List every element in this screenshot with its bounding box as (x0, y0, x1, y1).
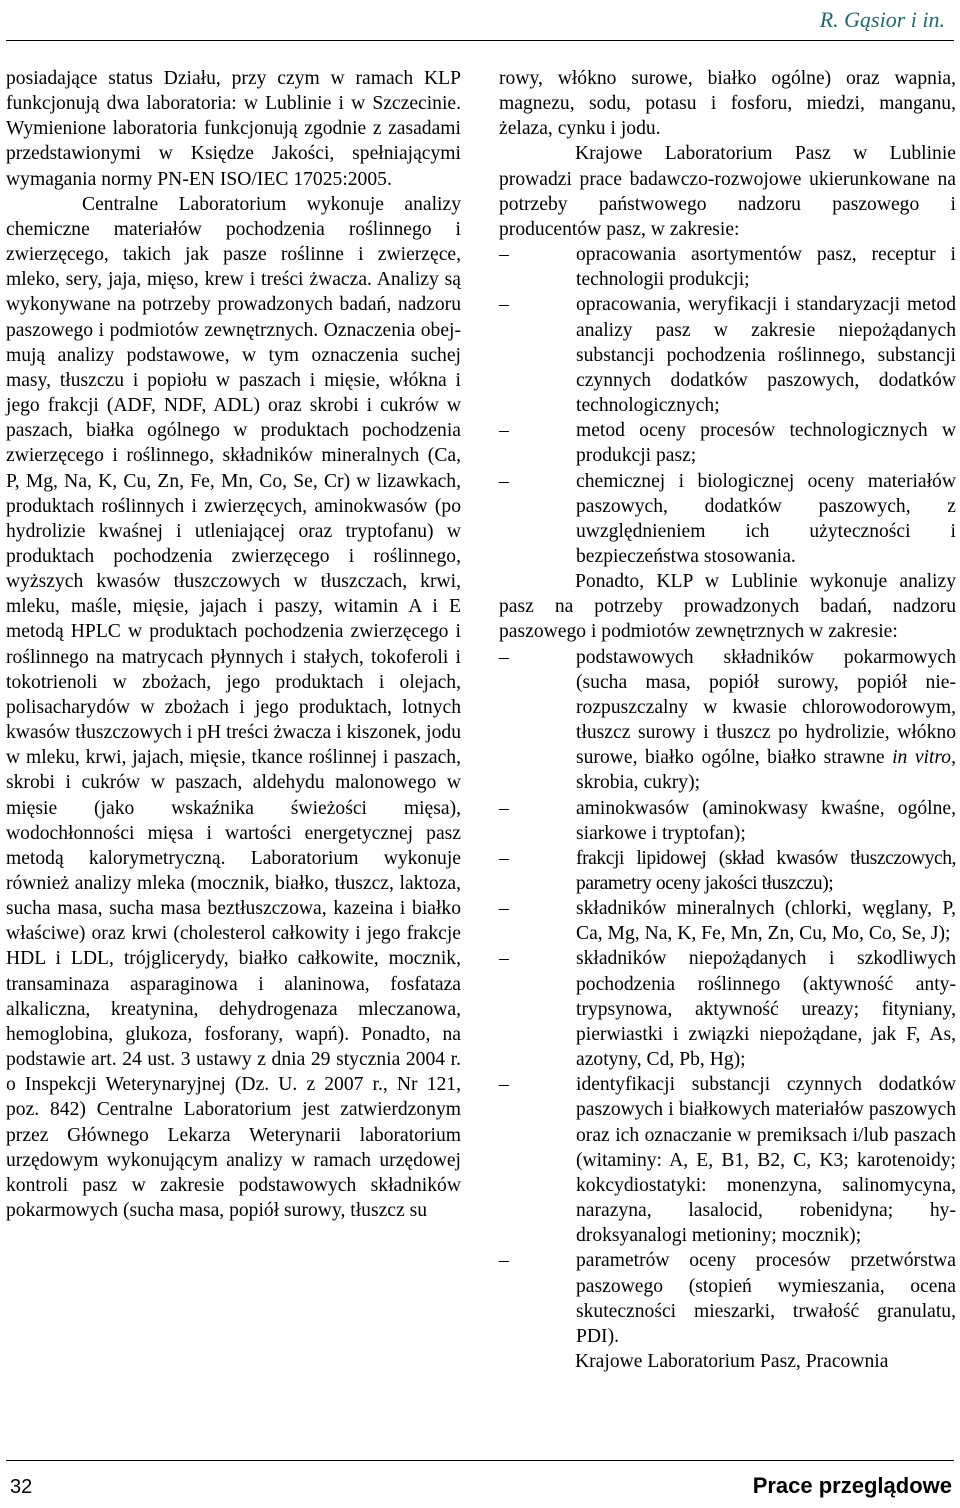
running-header (0, 0, 960, 44)
section-label: Prace przeglądowe (752, 1473, 952, 1498)
list-item: – frakcji lipidowej (skład kwasów tłuszczowych, parametry oceny jakości tłuszczu); (499, 846, 956, 896)
page-number: 32 (10, 1476, 33, 1498)
footer-rule (6, 1460, 954, 1461)
header-rule (6, 40, 954, 41)
list-item-text: podstawowych składników pokarmowych (sucha masa, popiół surowy, popiół nierozpuszczalny w kwasie chlorowodorowym, tłuszcz surowy i tłuszcz po hydrolizie, włókno surowe, białko ogólne, białko strawne (576, 646, 956, 769)
list-item: – składników mineralnych (chlorki, węglany, P, Ca, Mg, Na, K, Fe, Mn, Zn, Cu, Mo, Co, Se, J); (499, 896, 956, 946)
right-paragraph-3: Ponadto, KLP w Lublinie wykonuje analizy pasz na potrzeby prowadzonych badań, nadzoru paszowego i podmiotów zewnętrznych w zakresie: (499, 571, 956, 643)
list-item-text: , skrobia, cukry); (576, 747, 956, 794)
research-scope-list (499, 242, 956, 569)
list-item: – składników niepożądanych i szkodliwych pochodzenia roślinnego (aktywność antytrypsynowa, aktywność ureazy; fityniany, pierwiastki i związki niepożądane, jak F, As, azotyny, Cd, Pb, Hg); (499, 946, 956, 1072)
list-item: – opracowania asortymentów pasz, receptur i technologii produkcji; (499, 242, 956, 292)
right-paragraph-2: Krajowe Laboratorium Pasz w Lublinie prowadzi prace badawczo-rozwojowe ukierunkowane na potrzeby państwowego nadzoru paszowego i producentów pasz, w zakresie: (499, 143, 956, 240)
list-item-italic-text: in vitro (892, 747, 952, 769)
analysis-scope-list (499, 645, 956, 1349)
right-paragraph-4: Krajowe Laboratorium Pasz, Pracownia (575, 1350, 889, 1372)
header-author: R. Gąsior i in. (819, 7, 945, 32)
left-paragraph-2: Centralne Laboratorium wykonuje analizy chemiczne materiałów pochodzenia roślinnego i zwierzęcego, takich jak pasze roślinne i zwierzęce, mleko, sery, jaja, mięso, krew i treści żwacza. Analizy są wykonywane na potrzeby prowadzonych badań, nadzoru paszowego i podmiotów zewnętrznych. Oznaczenia obejmują analizy podstawowe, w tym oznaczenia suchej masy, tłuszczu i popiołu w paszach i mięsie, włókna i jego frakcji (ADF, NDF, ADL) oraz skrobi i cukrów w paszach, białka ogólnego w produktach pochodzenia zwierzęcego i roślinnego, składników mineralnych (Ca, P, Mg, Na, K, Cu, Zn, Fe, Mn, Co, Se, Cr) w lizawkach, produktach roślinnych i zwierzęcych, aminokwasów (po hydrolizie kwaśnej i utleniającej oraz tryptofanu) w produktach pochodzenia zwierzęcego i roślinnego, wyższych kwasów tłuszczowych w tłuszczach, krwi, mleku, maśle, mięsie, jajach i paszy, witamin A i E metodą HPLC w produktach pochodzenia zwierzęcego i roślinnego na matrycach płynnych i stałych, tokoferoli i tokotrienoli w zbożach, jego produktach i olejach, polisacharydów w zbożach i jego produktach, lotnych kwasów tłuszczowych i pH treści żwacza i kiszonek, jodu w mleku, krwi, jajach, mięsie, tkance roślinnej i paszach, skrobi i cukrów w paszach, aldehydu malonowego w mięsie (jako wskaźnika świeżości mięsa), wodochłonności mięsa i wartości energetycznej pasz metodą kalorymetryczną. Laboratorium wykonuje również analizy mleka (mocznik, białko, tłuszcz, laktoza, sucha masa, sucha masa beztłuszczowa, kazeina i białko właściwe) oraz krwi (cholesterol całkowity i jego frakcje HDL i LDL, trójglicerydy, białko całkowite, mocznik, transaminaza asparaginowa i alaninowa, fosfataza alkaliczna, kreatynina, dehydrogenaza mleczanowa, hemoglobina, glukoza, fosforany, wapń). Ponadto, na podstawie art. 24 ust. 3 ustawy z dnia 29 stycznia 2004 r. o Inspekcji Weterynaryjnej (Dz. U. z 2007 r., Nr 121, poz. 842) Centralne Laboratorium jest zatwierdzonym przez Głównego Lekarza Weterynarii laboratorium urzędowym wykonującym analizy w ramach urzędowej kontroli pasz w zakresie podstawowych składników pokarmowych (sucha masa, popiół surowy, tłuszcz su (6, 193, 461, 1222)
list-item: – opracowania, weryfikacji i standaryzacji metod analizy pasz w zakresie niepożądanych substancji pochodzenia roślinnego, substancji czynnych dodatków paszowych, dodatków technologicznych; (499, 292, 956, 418)
list-item: – metod oceny procesów technologicznych w produkcji pasz; (499, 418, 956, 468)
list-item: – identyfikacji substancji czynnych dodatków paszowych i białkowych materiałów paszowych oraz ich oznaczanie w premiksach i/lub paszach (witaminy: A, E, B1, B2, C, K3; karotenoidy; kokcydiostatyki: monenzyna, salinomycyna, narazyna, lasalocid, robenidyna; hydroksyanalogi metioniny; mocznik); (499, 1072, 956, 1248)
list-item (499, 645, 956, 796)
list-item: – chemicznej i biologicznej oceny materiałów paszowych, dodatków paszowych, z uwzględnieniem ich użyteczności i bezpieczeństwa stosowania. (499, 469, 956, 570)
list-item: – parametrów oceny procesów przetwórstwa paszowego (stopień wymieszania, ocena skuteczności mieszarki, trwałość granulatu, PDI). (499, 1248, 956, 1349)
right-column (499, 66, 956, 1374)
right-paragraph-1: rowy, włókno surowe, białko ogólne) oraz wapnia, magnezu, sodu, potasu i fosforu, miedzi, manganu, żelaza, cynku i jodu. (499, 68, 956, 140)
list-item: – aminokwasów (aminokwasy kwaśne, ogólne, siarkowe i tryptofan); (499, 796, 956, 846)
left-paragraph-1: posiadające status Działu, przy czym w ramach KLP funkcjonują dwa laboratoria: w Lublinie i w Szczecinie. Wymienione laboratoria funkcjonują zgodnie z zasadami przedstawionymi w Księdze Jakości, spełniającymi wymagania normy PN-EN ISO/IEC 17025:2005. (6, 68, 461, 190)
left-column (6, 66, 461, 1223)
